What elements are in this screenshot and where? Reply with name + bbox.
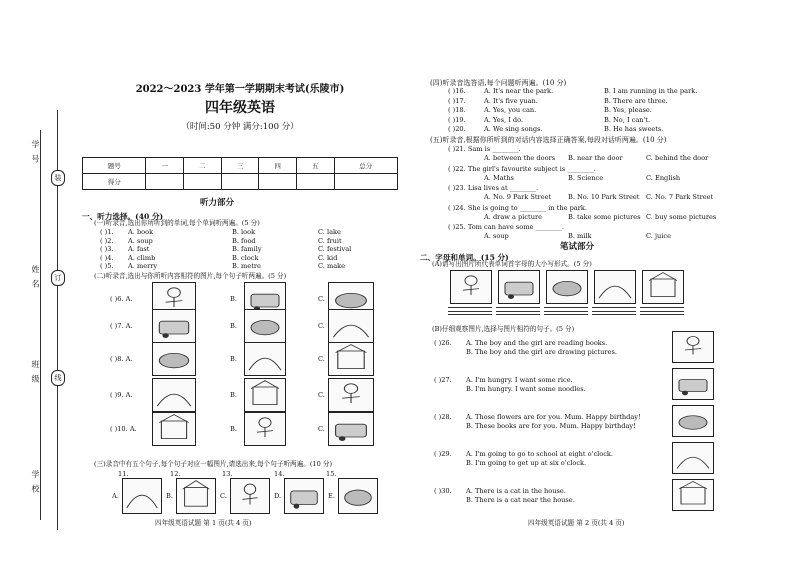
question-number[interactable]: ( )19.: [448, 115, 466, 124]
section-5-title: (五)听录音,根据你所听到的对话内容选择正确答案,每段对话听两遍。(10 分): [430, 136, 667, 144]
writing-line[interactable]: [640, 314, 684, 315]
picture-option-b: [244, 342, 286, 376]
score-input-cell[interactable]: [259, 174, 297, 190]
option-c: C. make: [318, 262, 346, 270]
question-number[interactable]: ( )2.: [100, 236, 114, 245]
option-b-label: B.: [230, 295, 237, 303]
score-input-cell[interactable]: [334, 174, 397, 190]
option-b: B. There is a cat near the house.: [466, 496, 575, 504]
writing-line[interactable]: [544, 307, 588, 308]
section-2b-title: (B)仔细观察图片,选择与图片相符的句子。(5 分): [432, 325, 575, 333]
writing-line[interactable]: [544, 311, 588, 312]
score-cell: 三: [221, 158, 259, 174]
letter-picture: [594, 270, 636, 304]
option-a: A. We sing songs.: [484, 125, 543, 133]
question-stem[interactable]: ( )23. Lisa lives at ________.: [448, 184, 539, 192]
question-number[interactable]: ( )10. A.: [110, 425, 137, 433]
score-input-cell[interactable]: [296, 174, 334, 190]
picture-option: [230, 478, 270, 514]
option-a: A. book: [128, 228, 154, 236]
option-b: B. Science: [568, 173, 604, 182]
option-b: B. I am running in the park.: [604, 87, 698, 95]
question-number[interactable]: ( )16.: [448, 87, 466, 95]
picture-option: [338, 478, 378, 514]
question-stem[interactable]: ( )25. Tom can have some ________.: [448, 223, 564, 231]
option-b: B. Yes, please.: [604, 106, 652, 114]
option-b: B. family: [232, 245, 262, 253]
question-number[interactable]: ( )7. A.: [110, 322, 133, 330]
score-input-cell[interactable]: [184, 174, 222, 190]
letter-picture: [546, 270, 588, 304]
picture-label: A.: [112, 492, 119, 500]
score-cell: 四: [259, 158, 297, 174]
picture-option-c: [328, 412, 374, 446]
score-cell: 五: [296, 158, 334, 174]
score-cell: 题号: [83, 158, 146, 174]
option-a: A. I'm hungry. I want some rice.: [466, 376, 573, 384]
writing-line[interactable]: [448, 307, 492, 308]
question-stem[interactable]: ( )22. The girl's favourite subject is ________.: [448, 164, 596, 173]
option-c: C. festival: [318, 245, 352, 253]
option-a: A. Maths: [484, 173, 514, 182]
writing-line[interactable]: [640, 307, 684, 308]
letter-picture: [498, 270, 540, 304]
question-picture: [672, 442, 714, 474]
section-1-title: 一、听力选择。(40 分): [82, 212, 164, 221]
writing-line[interactable]: [448, 314, 492, 315]
binding-circle: 订: [51, 270, 65, 286]
question-number[interactable]: ( )4.: [100, 253, 114, 262]
option-b: B. These books are for you. Mum. Happy birthday!: [466, 422, 636, 430]
section-4-title: (四)听录音选答语,每个问题听两遍。(10 分): [430, 79, 567, 87]
writing-line[interactable]: [496, 307, 540, 308]
binding-line: [40, 130, 41, 520]
option-a: A. Yes, I do.: [484, 115, 524, 124]
option-c: C. fruit: [318, 236, 342, 245]
score-input-cell[interactable]: [221, 174, 259, 190]
section-1a-title: (一)听录音,选出你所听到的单词,每个单词听两遍。(5 分): [94, 219, 260, 227]
section-1b-title: (二)听录音,选出与你所听内容相符的图片,每个句子听两遍。(5 分): [94, 272, 287, 280]
option-b: B. food: [232, 236, 256, 245]
question-number[interactable]: ( )20.: [448, 125, 466, 133]
binding-circle: 装: [51, 170, 65, 186]
option-c: C. No. 7 Park Street: [646, 193, 714, 201]
question-stem[interactable]: ( )24. She is going to ________ in the park.: [448, 203, 587, 212]
exam-title: 2022～2023 学年第一学期期末考试(乐陵市): [135, 84, 345, 95]
question-number: 12.: [170, 470, 181, 478]
picture-label: C.: [220, 492, 227, 500]
listening-heading: 听力部分: [200, 198, 235, 208]
question-number: 13.: [222, 470, 233, 478]
option-a: A. draw a picture: [484, 212, 542, 221]
option-a: A. merry: [128, 262, 158, 270]
option-a: A. soup: [128, 236, 153, 245]
footer-right: 四年级英语试题 第 2 页(共 4 页): [528, 519, 625, 527]
option-c-label: C.: [318, 355, 325, 363]
option-c: C. lake: [318, 228, 341, 236]
picture-option-c: [328, 342, 374, 376]
written-heading: 笔试部分: [560, 242, 595, 252]
option-a: A. between the doors: [484, 154, 556, 162]
question-picture: [672, 479, 714, 511]
score-cell: 一: [146, 158, 184, 174]
option-c-label: C.: [318, 322, 325, 330]
option-b-label: B.: [230, 322, 237, 330]
question-number[interactable]: ( )18.: [448, 106, 466, 114]
question-number[interactable]: ( )9. A.: [110, 391, 133, 399]
letter-picture: [642, 270, 684, 304]
option-b: B. The boy and the girl are drawing pictures.: [466, 348, 617, 356]
option-c-label: C.: [318, 425, 325, 433]
option-b: B. There are three.: [604, 96, 668, 105]
question-number: 14.: [274, 470, 285, 478]
question-number[interactable]: ( )1.: [100, 228, 114, 236]
option-b: B. I'm going to get up at six o'clock.: [466, 459, 587, 467]
score-table: [82, 157, 398, 190]
option-a: A. No. 9 Park Street: [484, 193, 552, 201]
option-a: A. Those flowers are for you. Mum. Happy birthday!: [466, 413, 641, 421]
picture-option-b: [244, 309, 286, 343]
score-cell: 二: [184, 158, 222, 174]
picture-option-c: [328, 309, 374, 343]
binding-margin: [0, 0, 70, 561]
score-cell: 总分: [334, 158, 397, 174]
footer-left: 四年级英语试题 第 1 页(共 4 页): [155, 519, 252, 527]
binding-label-name: 姓 名: [31, 265, 40, 290]
option-b: B. look: [232, 228, 256, 236]
picture-option-a: [152, 378, 196, 412]
picture-option: [284, 478, 324, 514]
question-number[interactable]: ( )3.: [100, 245, 114, 253]
writing-line[interactable]: [640, 311, 684, 312]
option-c-label: C.: [318, 295, 325, 303]
picture-label: D.: [274, 492, 282, 500]
picture-label: E.: [328, 492, 335, 500]
option-b: B. I'm hungry. I want some noodles.: [466, 385, 586, 393]
picture-option-a: [152, 342, 196, 376]
option-a: A. Yes, you can.: [484, 106, 537, 114]
picture-option-b: [244, 412, 286, 446]
writing-line[interactable]: [592, 314, 636, 315]
option-a: A. There is a cat in the house.: [466, 487, 566, 495]
question-number[interactable]: ( )17.: [448, 96, 466, 105]
writing-line[interactable]: [592, 307, 636, 308]
writing-line[interactable]: [496, 311, 540, 312]
option-c-label: C.: [318, 391, 325, 399]
binding-label-class: 班 级: [31, 360, 40, 385]
picture-option-b: [244, 378, 286, 412]
question-number[interactable]: ( )29.: [434, 450, 452, 458]
binding-circle: 线: [51, 370, 65, 386]
exam-subject: 四年级英语: [205, 100, 275, 116]
question-picture: [672, 331, 714, 363]
option-b: B. metre: [232, 262, 261, 270]
binding-label-student-no: 学 号: [31, 140, 40, 165]
option-a: A. soup: [484, 232, 509, 240]
binding-label-school: 学 校: [31, 470, 40, 495]
writing-line[interactable]: [448, 311, 492, 312]
question-stem[interactable]: ( )21. Sam is ________.: [448, 145, 521, 153]
question-number[interactable]: ( )5.: [100, 262, 114, 270]
option-b: B. milk: [568, 232, 592, 240]
question-number: 15.: [326, 470, 337, 478]
question-number: 11.: [118, 470, 129, 478]
question-picture: [672, 405, 714, 437]
question-number[interactable]: ( )28.: [434, 413, 452, 421]
question-number[interactable]: ( )27.: [434, 376, 452, 384]
option-b: B. near the door: [568, 154, 623, 162]
writing-line[interactable]: [544, 314, 588, 315]
option-b: B. No. 10 Park Street: [568, 193, 640, 201]
question-number[interactable]: ( )26.: [434, 339, 452, 347]
option-a: A. The boy and the girl are reading books.: [466, 339, 608, 347]
section-1c-title: (三)录音中有五个句子,每个句子对应一幅图片,请选出来,每个句子听两遍。(10 分): [94, 460, 333, 468]
picture-option: [122, 478, 162, 514]
picture-option-c: [328, 378, 374, 412]
option-a: A. I'm going to go to school at eight o'clock.: [466, 450, 614, 458]
option-b: B. No, I can't.: [604, 115, 651, 124]
question-number[interactable]: ( )8. A.: [110, 355, 133, 363]
option-b-label: B.: [230, 355, 237, 363]
option-c: C. kid: [318, 253, 338, 262]
picture-option-a: [152, 412, 196, 446]
option-c: C. buy some pictures: [646, 212, 717, 221]
option-c: C. behind the door: [646, 154, 709, 162]
section-2-title: 二、字母和单词。(15 分): [420, 253, 509, 262]
option-a: A. It's near the park.: [484, 87, 554, 95]
option-b: B. take some pictures: [568, 212, 641, 221]
option-b-label: B.: [230, 425, 237, 433]
letter-picture: [450, 270, 492, 304]
option-c: C. English: [646, 173, 681, 182]
option-a: A. fast: [128, 245, 150, 253]
section-2a-title: (A)请写出图片所代表单词首字母的大小写形式。(5 分): [432, 260, 592, 268]
picture-option-a: [152, 309, 196, 343]
question-number[interactable]: ( )30.: [434, 487, 452, 495]
writing-line[interactable]: [496, 314, 540, 315]
writing-line[interactable]: [592, 311, 636, 312]
option-a: A. climb: [128, 253, 156, 262]
option-b-label: B.: [230, 391, 237, 399]
exam-meta: （时间:50 分钟 满分:100 分）: [181, 122, 299, 132]
question-number[interactable]: ( )6. A.: [110, 295, 133, 303]
question-picture: [672, 368, 714, 400]
picture-option: [176, 478, 216, 514]
picture-label: B.: [166, 492, 173, 500]
option-b: B. He has sweets.: [604, 125, 664, 133]
option-b: B. clock: [232, 253, 259, 262]
score-input-cell[interactable]: [146, 174, 184, 190]
option-c: C. juice: [646, 232, 671, 240]
score-cell: 得分: [83, 174, 146, 190]
option-a: A. It's five yuan.: [484, 96, 538, 105]
